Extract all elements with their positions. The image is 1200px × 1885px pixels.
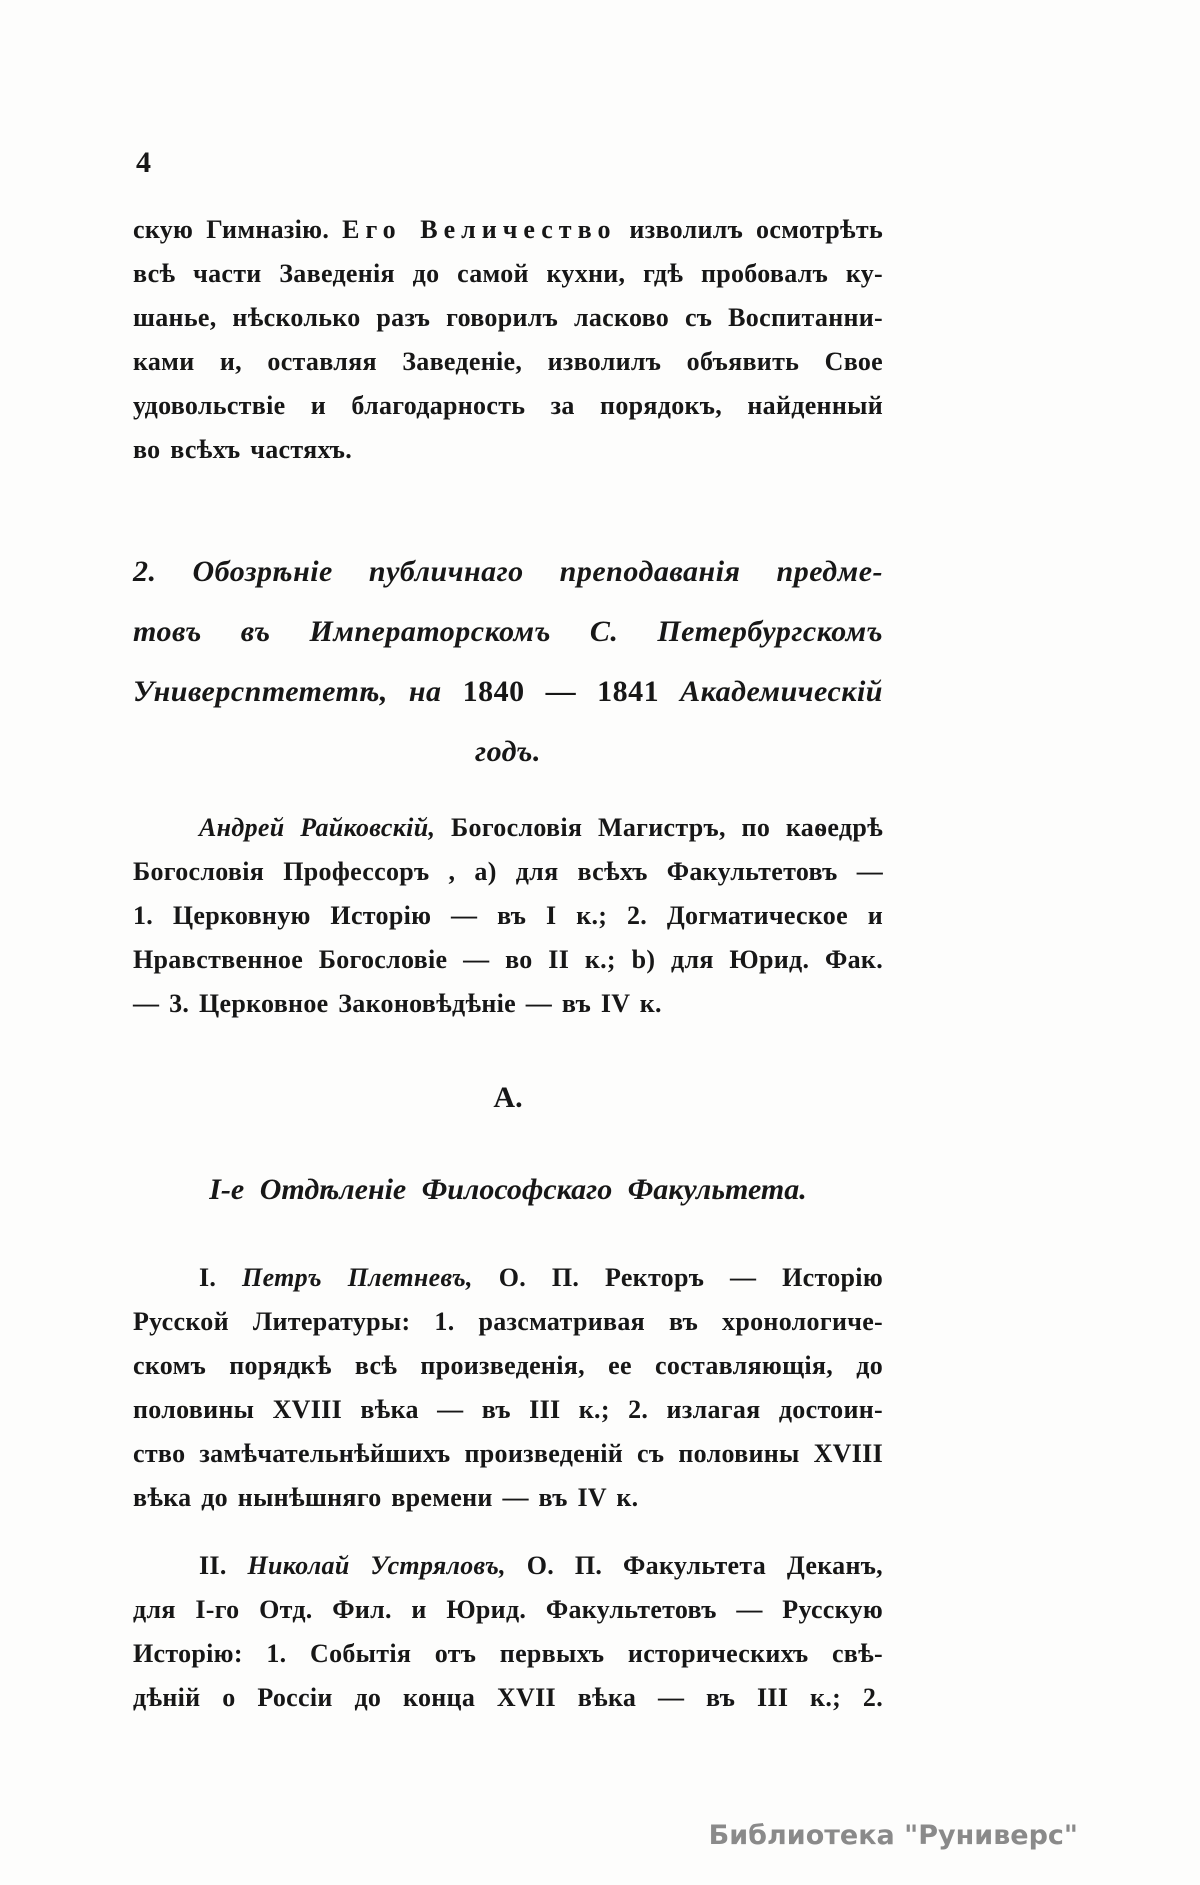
paragraph-ustryalov [133,1544,883,1720]
person-name: Петръ Плетневъ, [216,1263,473,1292]
text-segment: Универсптететѣ, на [133,675,463,708]
text-segment: изволилъ осмотрѣть [616,215,883,244]
item-numeral: II. [199,1551,227,1580]
text-line: дѣній о Россіи до конца XVII вѣка — въ III к.; 2. [133,1683,883,1712]
text-line [133,806,883,850]
text-line: Исторію: 1. Событія отъ первыхъ историческихъ свѣ- [133,1639,883,1668]
text-segment: скую Гимназію. [133,215,343,244]
text-line: ками и, оставляя Заведеніе, изволилъ объявить Свое [133,347,883,376]
heading-line: годъ. [475,735,541,768]
library-watermark: Библиотека "Руниверс" [708,1820,1078,1851]
person-name: Николай Устряловъ, [226,1551,506,1580]
heading-line: 2. Обозрѣніе публичнаго преподаванія предме- [133,555,883,588]
text-line: для I-го Отд. Фил. и Юрид. Факультетовъ — Русскую [133,1595,883,1624]
text-line: — 3. Церковное Законовѣдѣніе — въ IV к. [133,989,662,1018]
text-segment: Богословія Магистръ, по каѳедрѣ [435,813,884,842]
text-line [133,1256,883,1300]
subsection-heading: І-е Отдѣленіе Философскаго Факультета. [209,1173,807,1206]
text-line: во всѣхъ частяхъ. [133,435,352,464]
text-line: Нравственное Богословіе — во II к.; b) для Юрид. Фак. [133,945,883,974]
text-line: половины XVIII вѣка — въ III к.; 2. излагая достоин- [133,1395,883,1424]
text-line: шанье, нѣсколько разъ говорилъ ласково съ Воспитанни- [133,303,883,332]
part-letter: А. [493,1081,523,1114]
section-2-heading [133,542,883,782]
page-number: 4 [136,146,151,179]
emphasized-text: Его Величество [342,215,617,244]
text-line: удовольствіе и благодарность за порядокъ, найденный [133,391,883,420]
text-line: всѣ части Заведенія до самой кухни, гдѣ пробовалъ ку- [133,259,883,288]
heading-line [133,662,883,722]
paragraph-continuation [133,208,883,472]
item-numeral: I. [199,1263,217,1292]
text-line: ство замѣчательнѣйшихъ произведеній съ половины XVIII [133,1439,883,1468]
text-line [133,1544,883,1588]
text-segment: О. П. Ректоръ — Исторію [472,1263,884,1292]
text-line: 1. Церковную Исторію — въ I к.; 2. Догматическое и [133,901,883,930]
person-name: Андрей Райковскій, [199,813,436,842]
paragraph-pletnev [133,1256,883,1520]
paragraph-raykovsky [133,806,883,1026]
text-segment: Академическій [659,675,883,708]
heading-line: товъ въ Императорскомъ С. Петербургскомъ [133,615,883,648]
text-line [133,208,883,252]
text-line: вѣка до нынѣшняго времени — въ IV к. [133,1483,639,1512]
text-line: Богословія Профессоръ , а) для всѣхъ Факультетовъ — [133,857,883,886]
text-line: скомъ порядкѣ всѣ произведенія, ее составляющія, до [133,1351,883,1380]
text-segment: О. П. Факультета Деканъ, [505,1551,883,1580]
text-line: Русской Литературы: 1. разсматривая въ хронологиче- [133,1307,883,1336]
year-range: 1840 — 1841 [462,675,660,708]
